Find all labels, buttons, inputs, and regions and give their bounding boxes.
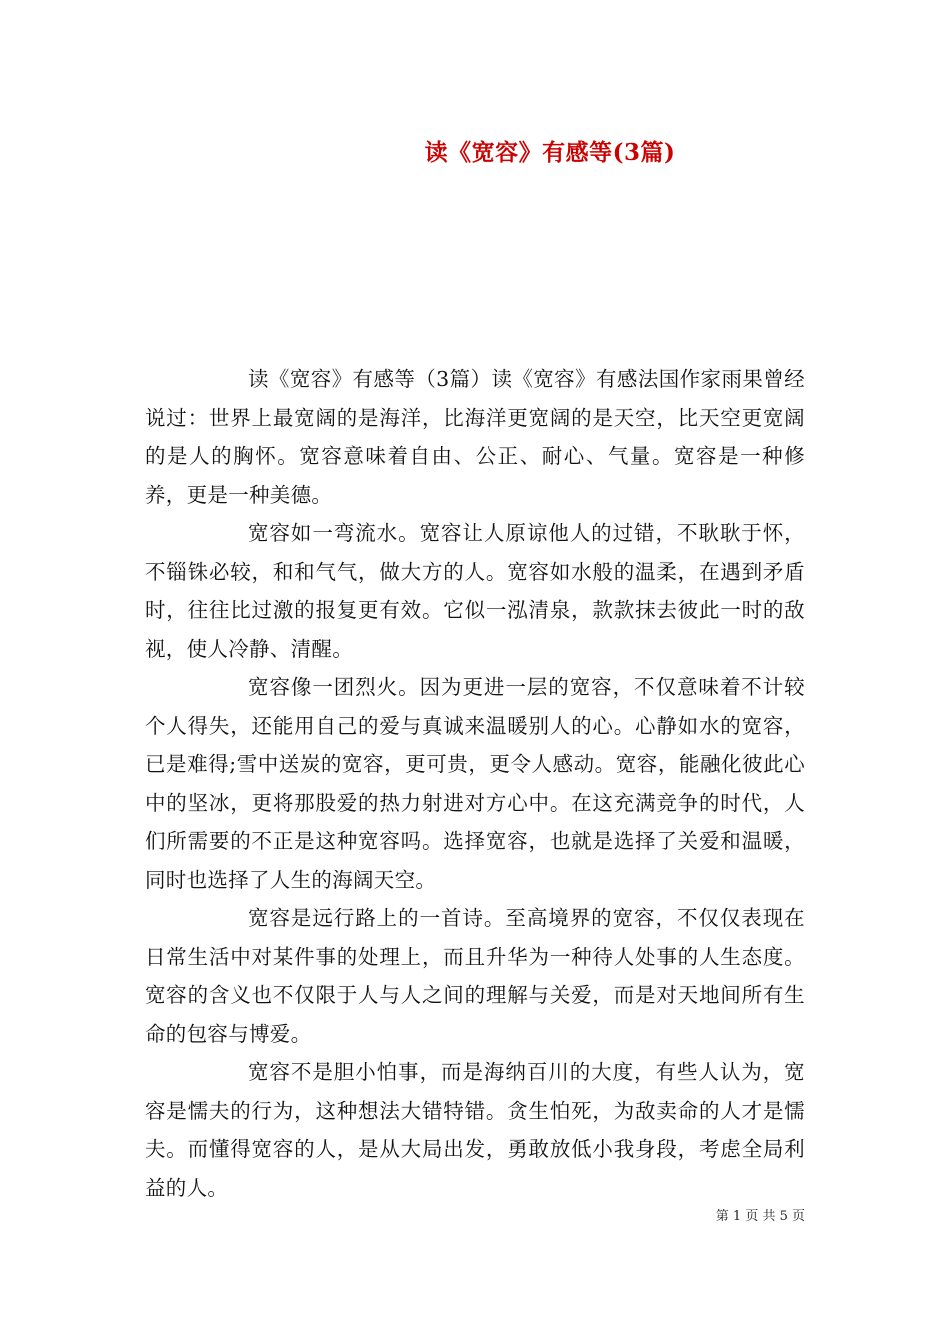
page-title: 读《宽容》有感等(3篇) [424, 139, 676, 166]
paragraph-3: 宽容像一团烈火。因为更进一层的宽容，不仅意味着不计较个人得失，还能用自己的爱与真诚来温暖别人的心。心静如水的宽容，已是难得;雪中送炭的宽容，更可贵，更令人感动。宽容，能融化彼此心中的坚冰，更将那股爱的热力射进对方心中。在这充满竞争的时代，人们所需要的不正是这种宽容吗。选择宽容，也就是选择了关爱和温暖，同时也选择了人生的海阔天空。 [145, 675, 805, 892]
page-number: 第 1 页 共 5 页 [715, 1209, 805, 1224]
paragraph-1: 读《宽容》有感等（3篇）读《宽容》有感法国作家雨果曾经说过：世界上最宽阔的是海洋，比海洋更宽阔的是天空，比天空更宽阔的是人的胸怀。宽容意味着自由、公正、耐心、气量。宽容是一种修养，更是一种美德。 [145, 367, 805, 507]
paragraph-2: 宽容如一弯流水。宽容让人原谅他人的过错，不耿耿于怀，不锱铢必较，和和气气，做大方的人。宽容如水般的温柔，在遇到矛盾时，往往比过激的报复更有效。它似一泓清泉，款款抹去彼此一时的敌视，使人冷静、清醒。 [145, 521, 805, 661]
paragraph-5: 宽容不是胆小怕事，而是海纳百川的大度，有些人认为，宽容是懦夫的行为，这种想法大错特错。贪生怕死，为敌卖命的人才是懦夫。而懂得宽容的人，是从大局出发，勇敢放低小我身段，考虑全局利益的人。 [145, 1060, 805, 1200]
paragraph-4: 宽容是远行路上的一首诗。至高境界的宽容，不仅仅表现在日常生活中对某件事的处理上，而且升华为一种待人处事的人生态度。宽容的含义也不仅限于人与人之间的理解与关爱，而是对天地间所有生命的包容与博爱。 [145, 906, 805, 1046]
body-content [145, 360, 805, 1207]
